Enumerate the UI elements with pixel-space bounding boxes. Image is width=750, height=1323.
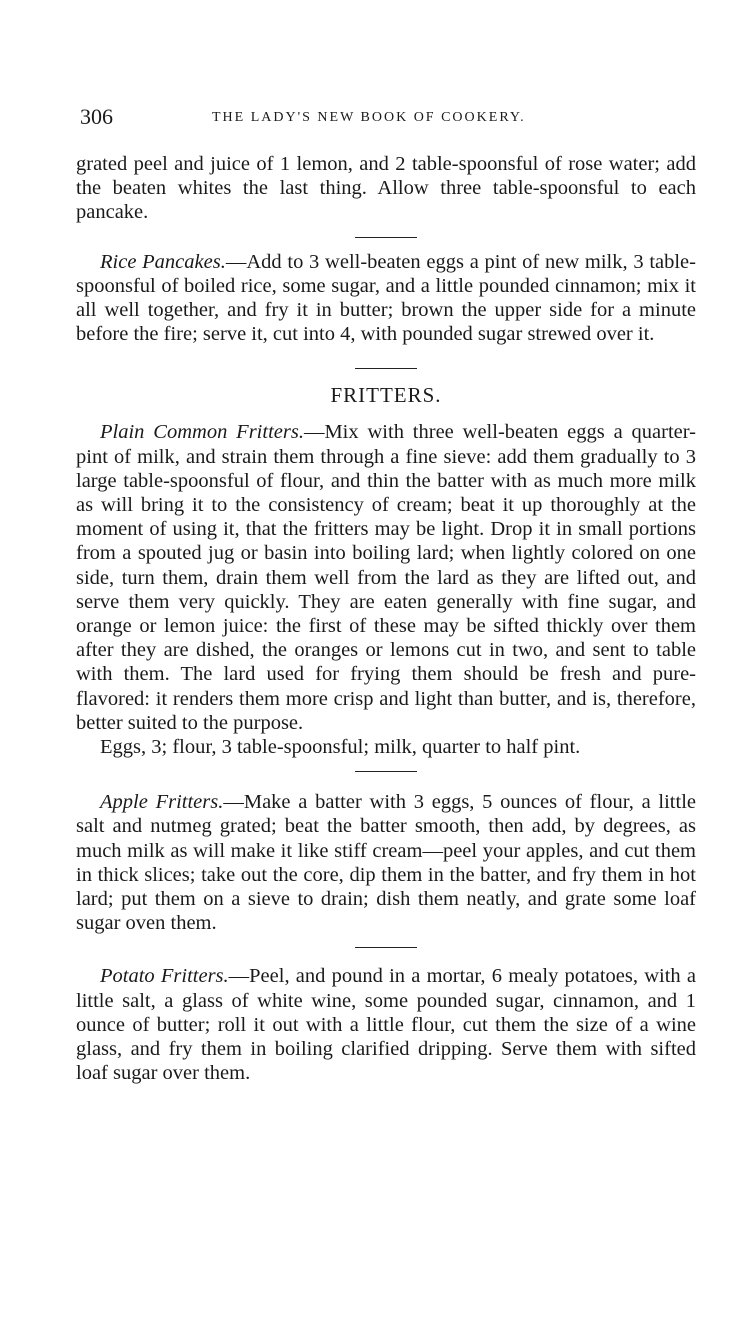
plain-fritters-text: —Mix with three well-beaten eggs a quarter-pint of milk, and strain them through a fine sieve: add them gradually to 3 large table-spoonsful of flour, and thin the batter with as much more milk as will bring it to the consistency of cream; beat it up thoroughly at the moment of using it, that the fritters may be light. Drop it in small portions from a spouted jug or basin into boiling lard; when lightly colored on one side, turn them, drain them well from the lard as they are lifted out, and serve them very quickly. They are eaten generally with fine sugar, and orange or lemon juice: the first of these may be sifted thickly over them after they are dished, the oranges or lemons cut in two, and sent to table with them. The lard used for frying them should be fresh and pure-flavored: it renders them more crisp and light than butter, and is, therefore, better suited to the purpose. xyxy=(76,421,696,734)
plain-fritters-title: Plain Common Fritters. xyxy=(100,421,304,444)
page-header xyxy=(80,104,700,134)
plain-fritters-quantities: Eggs, 3; flour, 3 table-spoonsful; milk, quarter to half pint. xyxy=(100,736,581,759)
fritters-heading: FRITTERS. xyxy=(330,383,442,408)
plain-fritters-paragraph xyxy=(76,420,696,735)
running-title: THE LADY'S NEW BOOK OF COOKERY. xyxy=(212,110,526,125)
potato-fritters-paragraph xyxy=(76,964,696,1085)
apple-fritters-text: —Make a batter with 3 eggs, 5 ounces of flour, a little salt and nutmeg grated; beat the batter smooth, then add, by degrees, as much milk as will make it like stiff cream—peel your apples, and cut them in thick slices; take out the core, dip them in the batter, and fry them in hot lard; put them on a sieve to drain; dish them neatly, and grate some loaf sugar oven them. xyxy=(76,791,696,935)
section-divider xyxy=(355,368,417,369)
potato-fritters-text: —Peel, and pound in a mortar, 6 mealy potatoes, with a little salt, a glass of white wine, some pounded sugar, cinnamon, and 1 ounce of butter; roll it out with a little flour, cut them the size of a wine glass, and fry them in boiling clarified dripping. Serve them with sifted loaf sugar over them. xyxy=(76,965,696,1085)
section-divider xyxy=(355,947,417,948)
rice-pancakes-text: —Add to 3 well-beaten eggs a pint of new milk, 3 table-spoonsful of boiled rice, some sugar, and a little pounded cinnamon; mix it all well together, and fry it in butter; brown the upper side for a minute before the fire; serve it, cut into 4, with pounded sugar strewed over it. xyxy=(76,250,696,346)
apple-fritters-title: Apple Fritters. xyxy=(100,791,224,814)
apple-fritters-paragraph xyxy=(76,790,696,935)
section-divider xyxy=(355,237,417,238)
page-number: 306 xyxy=(80,104,113,129)
section-divider xyxy=(355,771,417,772)
rice-pancakes-paragraph xyxy=(76,250,696,347)
continued-paragraph: grated peel and juice of 1 lemon, and 2 table-spoonsful of rose water; add the beaten whites the last thing. Allow three table-spoonsful to each pancake. xyxy=(76,153,696,224)
page-body xyxy=(76,152,696,1086)
rice-pancakes-title: Rice Pancakes. xyxy=(100,250,226,273)
potato-fritters-title: Potato Fritters. xyxy=(100,965,229,988)
